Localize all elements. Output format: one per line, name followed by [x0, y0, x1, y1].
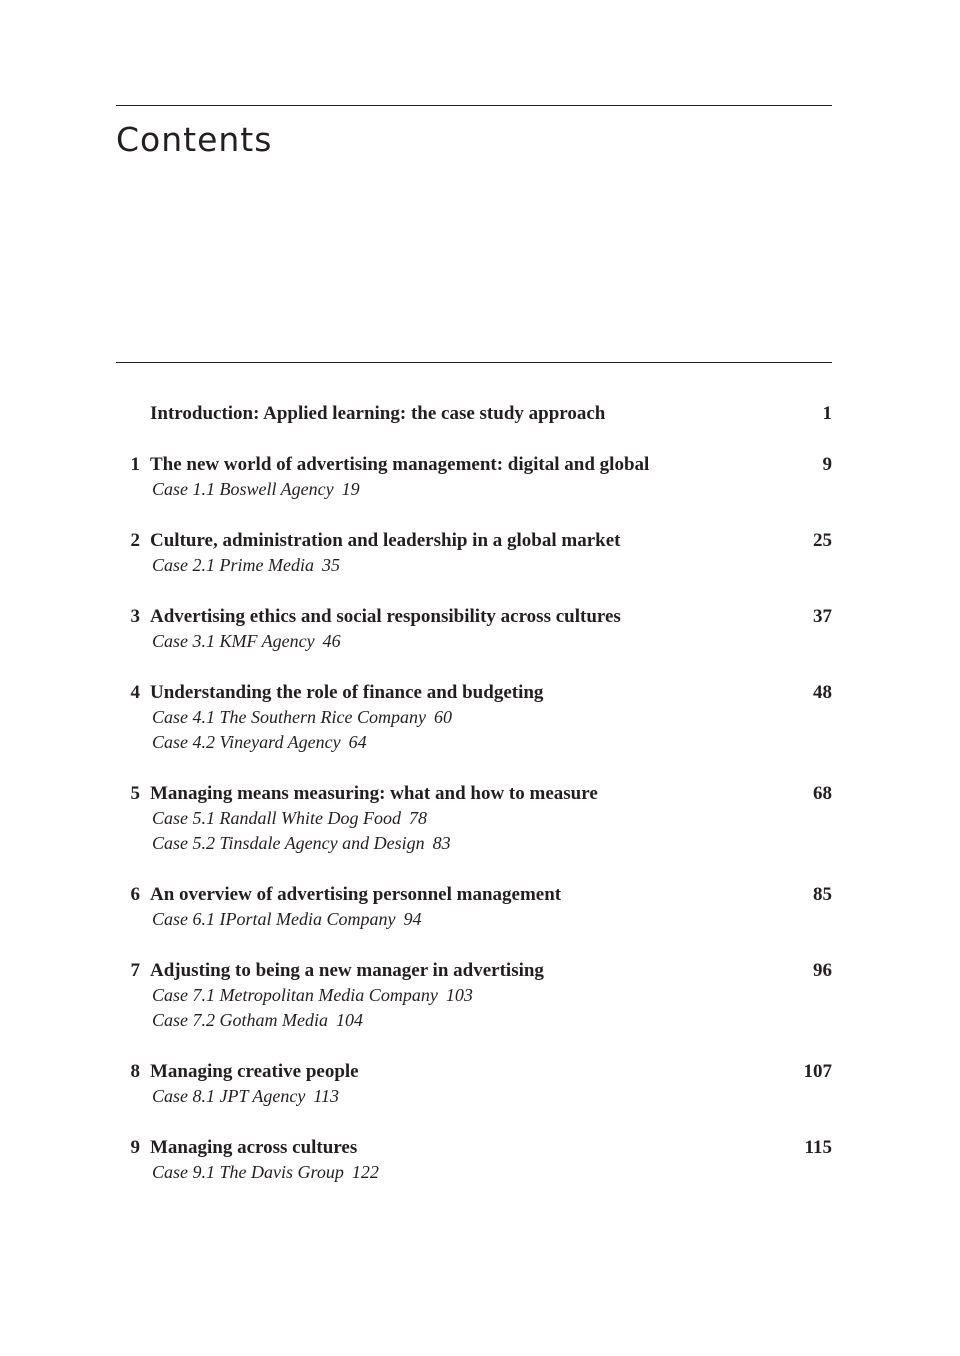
- case-study-entry[interactable]: [152, 831, 832, 856]
- case-study-page-number: 60: [433, 707, 452, 727]
- toc-entry-chapter-4: [116, 680, 832, 755]
- toc-entry-chapter-5: [116, 781, 832, 856]
- chapter-number: 5: [130, 783, 140, 804]
- toc-entry-chapter-3: [116, 604, 832, 654]
- case-study-label: Case 8.1 JPT Agency: [152, 1086, 306, 1106]
- chapter-page-number: 115: [804, 1137, 832, 1158]
- chapter-number: 9: [130, 1137, 140, 1158]
- case-study-page-number: 19: [341, 479, 360, 499]
- case-study-entry[interactable]: [152, 1160, 832, 1185]
- case-study-entry[interactable]: [152, 705, 832, 730]
- case-study-label: Case 7.1 Metropolitan Media Company: [152, 985, 438, 1005]
- table-of-contents: [116, 401, 832, 1211]
- top-rule: [116, 105, 832, 106]
- chapter-title: Managing creative people: [150, 1061, 359, 1082]
- toc-entry-chapter-1: [116, 452, 832, 502]
- case-study-page-number: 83: [432, 833, 451, 853]
- chapter-title: Managing across cultures: [150, 1137, 358, 1158]
- chapter-number: 6: [130, 884, 140, 905]
- toc-entry-chapter-2: [116, 528, 832, 578]
- case-study-label: Case 4.1 The Southern Rice Company: [152, 707, 426, 727]
- chapter-number: 1: [130, 454, 140, 475]
- toc-entry-heading[interactable]: [116, 452, 832, 477]
- case-study-page-number: 113: [313, 1086, 339, 1106]
- chapter-number: 7: [130, 960, 140, 981]
- toc-entry-heading[interactable]: [116, 882, 832, 907]
- chapter-title: Culture, administration and leadership in a global market: [150, 530, 621, 551]
- chapter-page-number: 9: [822, 454, 832, 475]
- case-study-page-number: 78: [408, 808, 427, 828]
- toc-entry-heading[interactable]: [116, 1135, 832, 1160]
- case-study-page-number: 35: [321, 555, 340, 575]
- case-study-label: Case 5.2 Tinsdale Agency and Design: [152, 833, 425, 853]
- case-study-entry[interactable]: [152, 983, 832, 1008]
- case-study-entry[interactable]: [152, 629, 832, 654]
- chapter-title: The new world of advertising management: digital and global: [150, 454, 650, 475]
- case-study-entry[interactable]: [152, 1008, 832, 1033]
- toc-entry-heading[interactable]: [116, 528, 832, 553]
- case-study-label: Case 9.1 The Davis Group: [152, 1162, 344, 1182]
- case-study-entry[interactable]: [152, 553, 832, 578]
- chapter-title: Understanding the role of finance and budgeting: [150, 682, 544, 703]
- toc-entry-heading[interactable]: [116, 680, 832, 705]
- chapter-title: An overview of advertising personnel management: [150, 884, 562, 905]
- case-study-label: Case 6.1 IPortal Media Company: [152, 909, 396, 929]
- case-study-page-number: 94: [403, 909, 422, 929]
- chapter-title: Managing means measuring: what and how to measure: [150, 783, 598, 804]
- page-title: Contents: [116, 120, 273, 159]
- toc-entry-chapter-7: [116, 958, 832, 1033]
- chapter-page-number: 85: [813, 884, 832, 905]
- chapter-title: Introduction: Applied learning: the case study approach: [150, 403, 606, 424]
- chapter-number: 3: [130, 606, 140, 627]
- case-study-entry[interactable]: [152, 1084, 832, 1109]
- chapter-page-number: 96: [813, 960, 832, 981]
- toc-entry-heading[interactable]: [116, 1059, 832, 1084]
- chapter-title: Adjusting to being a new manager in advertising: [150, 960, 544, 981]
- case-study-label: Case 7.2 Gotham Media: [152, 1010, 328, 1030]
- case-study-entry[interactable]: [152, 477, 832, 502]
- section-rule: [116, 362, 832, 363]
- chapter-page-number: 68: [813, 783, 832, 804]
- toc-entry-heading[interactable]: [116, 781, 832, 806]
- chapter-page-number: 48: [813, 682, 832, 703]
- case-study-label: Case 5.1 Randall White Dog Food: [152, 808, 401, 828]
- case-study-label: Case 1.1 Boswell Agency: [152, 479, 334, 499]
- case-study-page-number: 104: [335, 1010, 363, 1030]
- chapter-page-number: 37: [813, 606, 832, 627]
- chapter-number: 8: [130, 1061, 140, 1082]
- chapter-page-number: 25: [813, 530, 832, 551]
- toc-entry-heading[interactable]: [116, 958, 832, 983]
- toc-entry-heading[interactable]: [116, 604, 832, 629]
- toc-entry-introduction: [116, 401, 832, 426]
- toc-entry-chapter-9: [116, 1135, 832, 1185]
- case-study-page-number: 64: [348, 732, 367, 752]
- case-study-label: Case 3.1 KMF Agency: [152, 631, 315, 651]
- toc-entry-chapter-6: [116, 882, 832, 932]
- toc-entry-heading[interactable]: [116, 401, 832, 426]
- chapter-page-number: 107: [803, 1061, 832, 1082]
- case-study-page-number: 103: [445, 985, 473, 1005]
- chapter-number: 4: [130, 682, 140, 703]
- case-study-page-number: 122: [351, 1162, 379, 1182]
- case-study-label: Case 4.2 Vineyard Agency: [152, 732, 341, 752]
- case-study-label: Case 2.1 Prime Media: [152, 555, 314, 575]
- case-study-entry[interactable]: [152, 730, 832, 755]
- case-study-entry[interactable]: [152, 907, 832, 932]
- case-study-page-number: 46: [322, 631, 341, 651]
- toc-entry-chapter-8: [116, 1059, 832, 1109]
- chapter-page-number: 1: [822, 403, 832, 424]
- case-study-entry[interactable]: [152, 806, 832, 831]
- chapter-number: 2: [130, 530, 140, 551]
- chapter-title: Advertising ethics and social responsibility across cultures: [150, 606, 621, 627]
